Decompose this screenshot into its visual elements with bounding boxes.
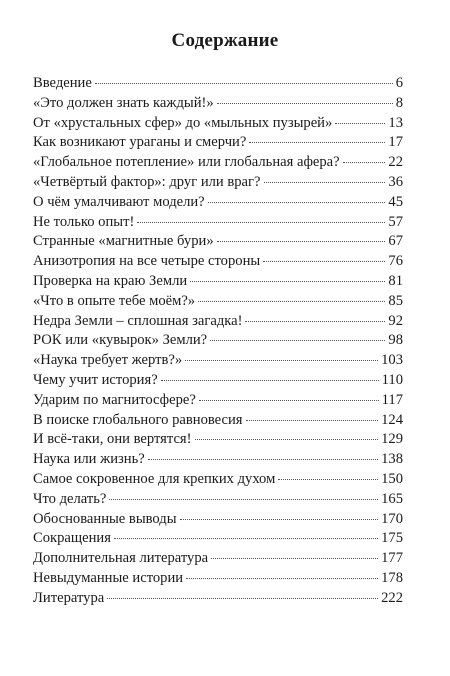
dot-leader <box>246 420 379 421</box>
toc-entry-title: В поиске глобального равновесия <box>33 411 243 428</box>
dot-leader <box>264 182 386 183</box>
toc-entry <box>33 412 403 432</box>
toc-entry-page-number: 57 <box>388 213 403 230</box>
toc-entry <box>33 154 403 174</box>
toc-entry-title: «Четвёртый фактор»: друг или враг? <box>33 173 261 190</box>
toc-entry-title: «Наука требует жертв?» <box>33 352 183 369</box>
toc-entry-page-number: 178 <box>381 569 403 586</box>
toc-entry <box>33 293 403 313</box>
toc-entry-page-number: 45 <box>388 193 403 210</box>
toc-entry <box>33 233 403 253</box>
page-title: Содержание <box>171 30 279 51</box>
dot-leader <box>148 459 378 460</box>
dot-leader <box>199 400 379 401</box>
dot-leader <box>245 321 385 322</box>
dot-leader <box>114 538 378 539</box>
toc-entry-title: РОК или «кувырок» Земли? <box>33 332 208 349</box>
dot-leader <box>180 519 379 520</box>
toc-entry <box>33 194 403 214</box>
toc-entry-title: От «хрустальных сфер» до «мыльных пузырей» <box>33 114 333 131</box>
toc-entry-page-number: 22 <box>388 154 403 171</box>
toc-entry <box>33 550 403 570</box>
toc-entry-page-number: 13 <box>388 114 403 131</box>
toc-entry <box>33 530 403 550</box>
dot-leader <box>263 261 385 262</box>
toc-entry-title: О чём умалчивают модели? <box>33 193 205 210</box>
toc-entry-title: Обоснованные выводы <box>33 510 177 527</box>
toc-entry <box>33 75 403 95</box>
toc-entry-title: Как возникают ураганы и смерчи? <box>33 134 247 151</box>
toc-entry-title: Невыдуманные истории <box>33 569 184 586</box>
toc-entry-title: Чему учит история? <box>33 371 158 388</box>
toc-entry-title: И всё-таки, они вертятся! <box>33 431 192 448</box>
toc-entry-title: «Глобальное потепление» или глобальная афера? <box>33 154 340 171</box>
toc-entry-title: Дополнительная литература <box>33 550 209 567</box>
toc-entry-title: Литература <box>33 589 105 606</box>
toc-entry <box>33 214 403 234</box>
dot-leader <box>198 301 385 302</box>
toc-entry-page-number: 175 <box>381 530 403 547</box>
toc-entry-title: Сокращения <box>33 530 111 547</box>
dot-leader <box>137 222 385 223</box>
toc-entry-page-number: 76 <box>388 253 403 270</box>
toc-entry-page-number: 92 <box>388 312 403 329</box>
toc-entry-page-number: 177 <box>381 550 403 567</box>
toc-entry-page-number: 124 <box>381 411 403 428</box>
toc-entry <box>33 273 403 293</box>
toc-entry <box>33 392 403 412</box>
toc-entry-title: Недра Земли – сплошная загадка! <box>33 312 243 329</box>
toc-entry-page-number: 81 <box>388 272 403 289</box>
dot-leader <box>211 558 378 559</box>
toc-entry-page-number: 150 <box>381 470 403 487</box>
toc-entry <box>33 313 403 333</box>
toc-entry <box>33 332 403 352</box>
toc-entry <box>33 590 403 610</box>
toc-entry-title: Самое сокровенное для крепких духом <box>33 470 276 487</box>
dot-leader <box>190 281 385 282</box>
toc-entry-page-number: 129 <box>381 431 403 448</box>
dot-leader <box>95 83 393 84</box>
dot-leader <box>107 598 378 599</box>
toc-entry <box>33 471 403 491</box>
dot-leader <box>186 578 378 579</box>
toc-entry-page-number: 67 <box>388 233 403 250</box>
toc-entry-page-number: 110 <box>381 371 403 388</box>
dot-leader <box>208 202 386 203</box>
dot-leader <box>278 479 378 480</box>
toc-entry <box>33 174 403 194</box>
toc-entry <box>33 372 403 392</box>
toc-entry-page-number: 8 <box>395 94 403 111</box>
toc-entry-page-number: 138 <box>381 451 403 468</box>
toc-entry-page-number: 222 <box>381 589 403 606</box>
toc-entry <box>33 431 403 451</box>
toc-entry-page-number: 117 <box>381 391 403 408</box>
toc-entry-title: Анизотропия на все четыре стороны <box>33 253 261 270</box>
table-of-contents <box>33 75 403 610</box>
toc-entry <box>33 511 403 531</box>
toc-entry <box>33 134 403 154</box>
toc-entry-title: Введение <box>33 75 92 91</box>
toc-entry-title: Что делать? <box>33 490 107 507</box>
dot-leader <box>217 103 393 104</box>
toc-entry <box>33 253 403 273</box>
toc-entry-title: Странные «магнитные бури» <box>33 233 214 250</box>
toc-entry-page-number: 6 <box>395 75 403 91</box>
toc-entry <box>33 570 403 590</box>
toc-entry-title: Наука или жизнь? <box>33 451 145 468</box>
toc-entry <box>33 451 403 471</box>
toc-entry-page-number: 98 <box>388 332 403 349</box>
dot-leader <box>335 123 385 124</box>
toc-entry <box>33 95 403 115</box>
toc-entry-page-number: 85 <box>388 292 403 309</box>
toc-entry-page-number: 17 <box>388 134 403 151</box>
toc-entry-title: Ударим по магнитосфере? <box>33 391 196 408</box>
toc-entry-title: Не только опыт! <box>33 213 135 230</box>
toc-entry-title: «Что в опыте тебе моём?» <box>33 292 196 309</box>
dot-leader <box>185 360 378 361</box>
toc-entry <box>33 352 403 372</box>
toc-entry-page-number: 36 <box>388 173 403 190</box>
toc-entry-title: Проверка на краю Земли <box>33 272 188 289</box>
toc-entry <box>33 115 403 135</box>
dot-leader <box>109 499 378 500</box>
toc-entry-page-number: 103 <box>381 352 403 369</box>
dot-leader <box>217 241 386 242</box>
toc-entry-page-number: 165 <box>381 490 403 507</box>
toc-entry <box>33 491 403 511</box>
toc-entry-page-number: 170 <box>381 510 403 527</box>
toc-entry-title: «Это должен знать каждый!» <box>33 94 214 111</box>
dot-leader <box>161 380 379 381</box>
dot-leader <box>210 340 385 341</box>
dot-leader <box>343 162 386 163</box>
dot-leader <box>195 439 379 440</box>
dot-leader <box>249 142 385 143</box>
